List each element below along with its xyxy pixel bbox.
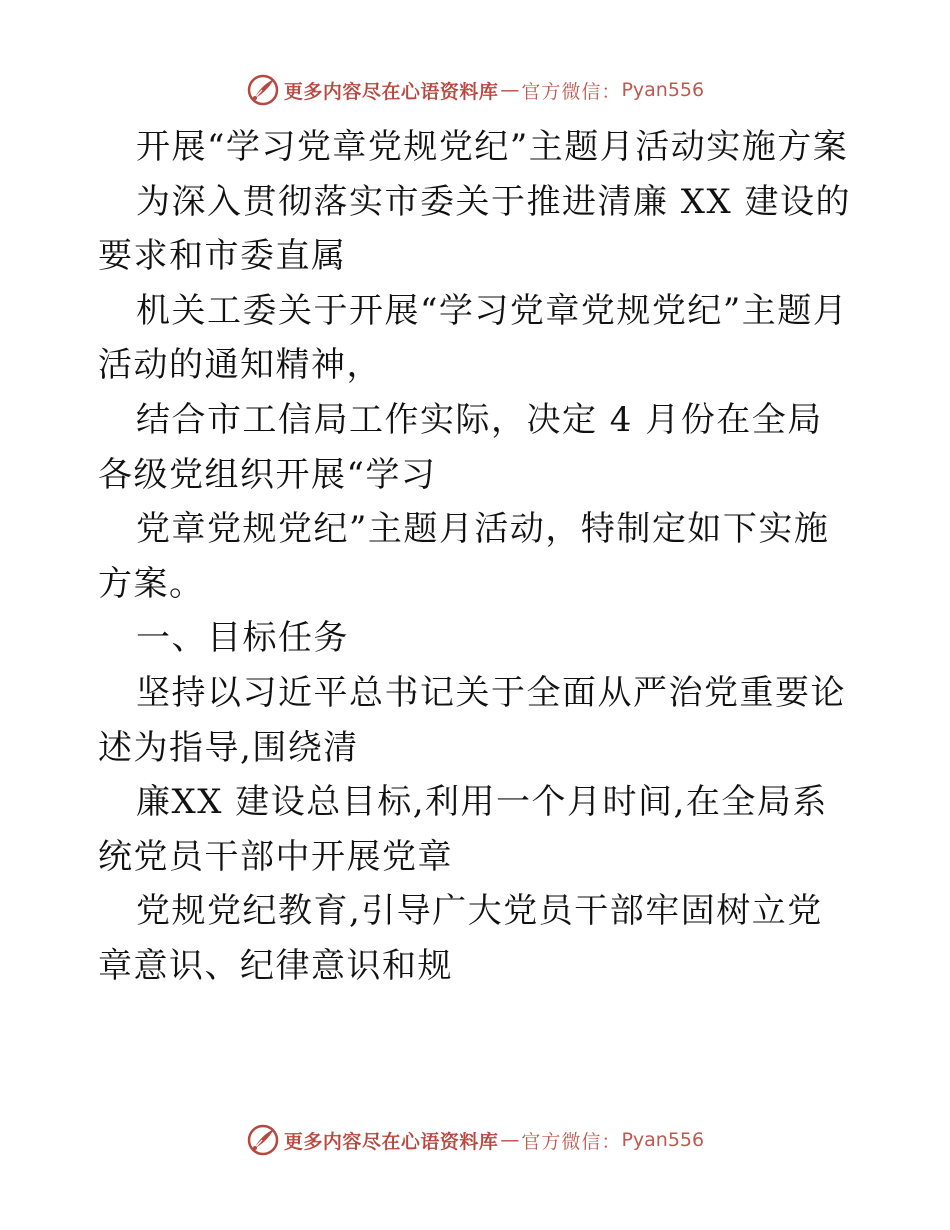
header-wechat-id: Pyan556 — [621, 79, 705, 101]
document-paragraph: 廉XX 建设总目标,利用一个月时间,在全局系统党员干部中开展党章 — [98, 782, 828, 877]
header-banner — [0, 70, 950, 110]
feather-pen-logo-icon — [246, 73, 280, 107]
section-heading: 一、目标任务 — [136, 618, 349, 659]
document-paragraph: 党规党纪教育,引导广大党员干部牢固树立党章意识、纪律意识和规 — [98, 891, 823, 986]
feather-pen-logo-icon — [246, 1123, 280, 1157]
document-paragraph: 党章党规党纪”主题月活动，特制定如下实施方案。 — [98, 509, 830, 604]
document-paragraph: 为深入贯彻落实市委关于推进清廉 XX 建设的要求和市委直属 — [98, 181, 852, 277]
document-title: 开展“学习党章党规党纪”主题月活动实施方案 — [136, 127, 849, 167]
document-paragraph: 机关工委关于开展“学习党章党规党纪”主题月活动的通知精神， — [98, 290, 849, 386]
footer-banner — [0, 1120, 950, 1160]
footer-wechat-label: 官方微信： — [521, 1130, 622, 1153]
header-wechat-label: 官方微信： — [521, 80, 622, 103]
header-brand-text: 更多内容尽在心语资料库 — [283, 80, 499, 103]
footer-brand-text: 更多内容尽在心语资料库 — [283, 1130, 499, 1153]
document-body — [98, 120, 858, 994]
footer-separator: — — [500, 1129, 520, 1151]
document-paragraph: 结合市工信局工作实际，决定 4 月份在全局各级党组织开展“学习 — [98, 399, 823, 495]
document-paragraph: 坚持以习近平总书记关于全面从严治党重要论述为指导,围绕清 — [98, 672, 846, 768]
footer-wechat-id: Pyan556 — [621, 1129, 705, 1151]
header-separator: — — [500, 79, 520, 101]
